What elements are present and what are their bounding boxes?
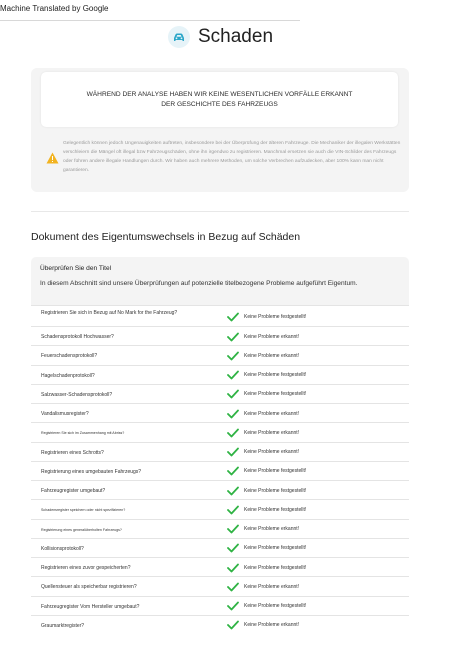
row-status: Keine Probleme erkannt! bbox=[244, 352, 300, 359]
title-check-panel bbox=[31, 257, 409, 650]
table-row bbox=[31, 422, 409, 441]
row-label: Registrieren eines zuvor gespeicherten? bbox=[41, 565, 131, 571]
check-icon bbox=[227, 370, 239, 380]
row-status: Keine Probleme festgestellt! bbox=[244, 545, 307, 552]
row-status: Keine Probleme festgestellt! bbox=[244, 487, 307, 494]
row-label: Salzwasser-Schadensprotokoll? bbox=[41, 391, 113, 398]
row-status: Keine Probleme erkannt! bbox=[244, 333, 300, 340]
car-damage-icon bbox=[168, 26, 190, 48]
row-status: Keine Probleme erkannt! bbox=[244, 622, 300, 629]
check-icon bbox=[227, 332, 239, 342]
check-icon bbox=[227, 524, 239, 534]
check-icon bbox=[227, 543, 239, 553]
row-label: Fahrzeugregister umgebaut? bbox=[41, 488, 106, 494]
row-label: Registrieren Sie sich im Zusammenhang mit Abriss? bbox=[41, 431, 125, 436]
table-row bbox=[31, 345, 409, 364]
row-status: Keine Probleme festgestellt! bbox=[244, 372, 307, 379]
summary-result-card bbox=[41, 72, 398, 127]
warning-text: Gelegentlich können jedoch Ungenauigkeiten auftreten, insbesondere bei der Überprüfung der älteren Fahrzeuge. Die Mechaniker der illegalen Werkstätten verschleiern die Mängel oft illegal bzw Fahrzeugschäden, ohne ihn irgendwo zu registrieren. Manchmal ersetzen sie auch die VIN-Schilder des Fahrzeugs oder führen andere illegale Handlungen durch. Wir haben auch mehrere Methoden, um solche Verbrechen aufzudecken, aber 100% kann man nicht garantieren. bbox=[63, 141, 401, 173]
row-status: Keine Probleme festgestellt! bbox=[244, 468, 307, 475]
section-divider bbox=[31, 211, 409, 212]
row-status: Keine Probleme erkannt! bbox=[244, 410, 300, 417]
table-row bbox=[31, 538, 409, 557]
row-status: Keine Probleme erkannt! bbox=[244, 429, 300, 436]
page-header bbox=[0, 24, 461, 54]
check-icon bbox=[227, 620, 239, 630]
row-label: Vandalismusregister? bbox=[41, 411, 89, 417]
check-icon bbox=[227, 505, 239, 515]
page-title: Schaden bbox=[198, 26, 274, 47]
table-row bbox=[31, 442, 409, 461]
panel-description: In diesem Abschnitt sind unsere Überprüfungen auf potenzielle titelbezogene Probleme aufgeführt Eigentum. bbox=[40, 280, 358, 287]
table-row bbox=[31, 461, 409, 480]
table-row bbox=[31, 596, 409, 615]
check-icon bbox=[227, 409, 239, 419]
row-label: Registrieren eines Schrotts? bbox=[41, 449, 104, 456]
row-status: Keine Probleme erkannt! bbox=[244, 526, 300, 533]
check-icon bbox=[227, 601, 239, 611]
summary-box bbox=[31, 68, 409, 192]
section-title: Dokument des Eigentumswechsels in Bezug auf Schäden bbox=[31, 231, 301, 243]
table-row bbox=[31, 615, 409, 634]
check-icon bbox=[227, 428, 239, 438]
check-icon bbox=[227, 312, 239, 322]
row-status: Keine Probleme festgestellt! bbox=[244, 564, 307, 571]
table-row bbox=[31, 557, 409, 576]
table-row bbox=[31, 305, 409, 326]
banner-text: Machine Translated by Google bbox=[0, 4, 109, 13]
summary-heading-line2: DER GESCHICHTE DES FAHRZEUGS bbox=[161, 101, 278, 108]
row-label: Quellensteuer als speicherbar registrieren? bbox=[41, 584, 137, 591]
machine-translation-banner bbox=[0, 0, 300, 21]
row-label: Kollisionsprotokoll? bbox=[41, 545, 84, 552]
row-status: Keine Probleme festgestellt! bbox=[244, 313, 307, 320]
table-row bbox=[31, 480, 409, 499]
row-status: Keine Probleme festgestellt! bbox=[244, 391, 307, 398]
row-label: Fahrzeugregister Vom Hersteller umgebaut? bbox=[41, 603, 140, 610]
row-label: Schadensprotokoll Hochwasser? bbox=[41, 334, 114, 340]
check-icon bbox=[227, 486, 239, 496]
table-row bbox=[31, 384, 409, 403]
check-icon bbox=[227, 466, 239, 476]
check-icon bbox=[227, 351, 239, 361]
row-label: Schadensregister speichern oder nicht spezifizieren? bbox=[41, 508, 126, 513]
row-label: Registrieren Sie sich in Bezug auf No Mark for the Fahrzeug? bbox=[41, 310, 178, 316]
row-label: Hagelschadenprotokoll? bbox=[41, 372, 95, 379]
row-status: Keine Probleme erkannt! bbox=[244, 583, 300, 590]
check-icon bbox=[227, 563, 239, 573]
table-row bbox=[31, 365, 409, 384]
table-row bbox=[31, 326, 409, 345]
row-label: Registrierung eines umgebauten Fahrzeugs? bbox=[41, 468, 142, 475]
table-row bbox=[31, 576, 409, 595]
table-row bbox=[31, 519, 409, 538]
row-label: Feuerschadensprotokoll? bbox=[41, 353, 98, 360]
row-label: Registrierung eines generalüberholten Fahrzeugs? bbox=[41, 527, 122, 532]
table-row bbox=[31, 403, 409, 422]
table-row bbox=[31, 499, 409, 518]
summary-heading bbox=[41, 90, 398, 110]
check-icon bbox=[227, 582, 239, 592]
warning-icon bbox=[46, 152, 59, 164]
row-status: Keine Probleme festgestellt! bbox=[244, 506, 307, 513]
check-icon bbox=[227, 389, 239, 399]
row-status: Keine Probleme erkannt! bbox=[244, 449, 300, 456]
panel-header bbox=[31, 257, 409, 305]
check-icon bbox=[227, 447, 239, 457]
row-label: Graumarktregister? bbox=[41, 622, 85, 629]
panel-title: Überprüfen Sie den Titel bbox=[40, 265, 112, 272]
summary-heading-line1: WÄHREND DER ANALYSE HABEN WIR KEINE WESENTLICHEN VORFÄLLE ERKANNT bbox=[86, 91, 353, 98]
row-status: Keine Probleme festgestellt! bbox=[244, 603, 307, 610]
